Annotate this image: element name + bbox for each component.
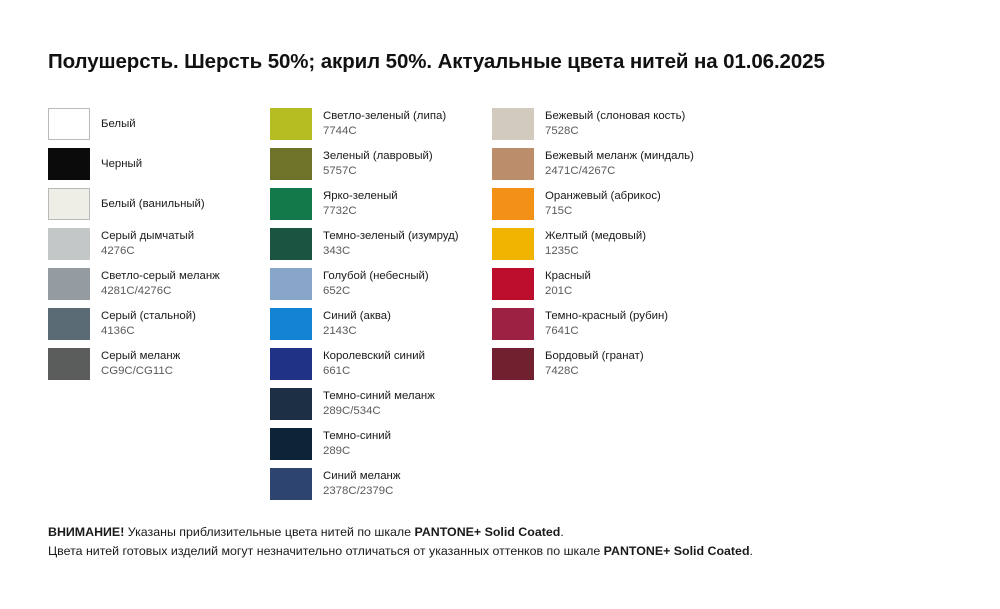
color-swatch-row	[270, 228, 492, 260]
color-swatch-row	[270, 388, 492, 420]
swatch-labels	[312, 228, 459, 260]
color-swatch	[492, 108, 534, 140]
color-swatch-row	[492, 108, 752, 140]
attention-label: ВНИМАНИЕ!	[48, 525, 125, 539]
color-swatch-row	[492, 228, 752, 260]
swatch-labels	[312, 188, 398, 220]
swatch-name: Черный	[101, 157, 143, 170]
color-swatch-row	[270, 148, 492, 180]
swatch-column-3	[492, 108, 752, 508]
color-swatch-row	[270, 188, 492, 220]
swatch-labels	[534, 268, 591, 300]
swatch-labels	[534, 228, 646, 260]
swatch-name: Бордовый (гранат)	[545, 350, 644, 363]
footer-line-2-end: .	[749, 544, 753, 559]
color-swatch-row	[48, 108, 270, 140]
swatch-labels	[312, 268, 429, 300]
swatch-name: Желтый (медовый)	[545, 230, 646, 243]
color-swatch	[492, 188, 534, 220]
color-swatch-row	[48, 268, 270, 300]
swatch-labels	[534, 148, 694, 180]
color-swatch	[270, 188, 312, 220]
swatch-name: Ярко-зеленый	[323, 190, 398, 203]
color-swatch-row	[492, 308, 752, 340]
swatch-pantone-code: 2378C/2379C	[323, 485, 394, 497]
swatch-labels	[312, 148, 433, 180]
swatch-labels	[312, 108, 446, 140]
swatch-pantone-code: 201C	[545, 285, 573, 297]
swatch-pantone-code: 4136C	[101, 325, 135, 337]
color-swatch	[270, 388, 312, 420]
color-swatch	[270, 428, 312, 460]
swatch-name: Светло-зеленый (липа)	[323, 110, 447, 123]
pantone-scale-name-2: PANTONE+ Solid Coated	[603, 544, 750, 559]
color-swatch	[270, 148, 312, 180]
color-swatch-row	[492, 268, 752, 300]
swatch-pantone-code: 289C	[323, 445, 351, 457]
color-swatch	[492, 148, 534, 180]
color-swatch-row	[270, 348, 492, 380]
pantone-scale-name-1: PANTONE+ Solid Coated	[414, 525, 561, 539]
swatch-pantone-code: 1235C	[545, 245, 579, 257]
swatch-name: Темно-синий	[323, 430, 391, 443]
color-swatch-row	[270, 108, 492, 140]
color-swatch-row	[48, 348, 270, 380]
footer-line-2	[48, 542, 952, 561]
swatch-pantone-code: 715C	[545, 205, 573, 217]
swatch-labels	[312, 388, 435, 420]
swatch-labels	[534, 308, 668, 340]
swatch-name: Голубой (небесный)	[323, 270, 429, 283]
color-swatch-row	[48, 228, 270, 260]
swatch-pantone-code: 4281C/4276C	[101, 285, 172, 297]
swatch-name: Темно-зеленый (изумруд)	[323, 230, 459, 243]
footer-line-1-text: Указаны приблизительные цвета нитей по шкале	[124, 525, 415, 539]
swatch-name: Королевский синий	[323, 350, 425, 363]
color-swatch	[270, 468, 312, 500]
swatch-labels	[312, 468, 400, 500]
swatch-pantone-code: 343C	[323, 245, 351, 257]
swatch-pantone-code: 7428C	[545, 365, 579, 377]
swatch-name: Бежевый меланж (миндаль)	[545, 150, 694, 163]
color-swatch	[48, 228, 90, 260]
swatch-labels	[90, 108, 136, 140]
swatch-columns	[48, 108, 952, 508]
color-swatch	[492, 348, 534, 380]
swatch-pantone-code: 7528C	[545, 125, 579, 137]
swatch-labels	[312, 428, 391, 460]
page-title: Полушерсть. Шерсть 50%; акрил 50%. Актуальные цвета нитей на 01.06.2025	[48, 50, 825, 73]
swatch-name: Серый дымчатый	[101, 230, 195, 243]
swatch-column-1	[48, 108, 270, 508]
color-swatch	[492, 308, 534, 340]
swatch-pantone-code: 7732C	[323, 205, 357, 217]
color-swatch	[270, 308, 312, 340]
swatch-labels	[90, 308, 196, 340]
swatch-name: Синий (аква)	[323, 310, 391, 323]
swatch-name: Красный	[545, 270, 591, 283]
color-swatch	[48, 308, 90, 340]
color-swatch-row	[48, 148, 270, 180]
color-swatch-row	[270, 268, 492, 300]
color-swatch-row	[270, 428, 492, 460]
swatch-labels	[90, 228, 194, 260]
swatch-pantone-code: 5757C	[323, 165, 357, 177]
swatch-column-2	[270, 108, 492, 508]
swatch-pantone-code: 4276C	[101, 245, 135, 257]
swatch-labels	[534, 348, 644, 380]
swatch-pantone-code: 7641C	[545, 325, 579, 337]
swatch-name: Бежевый (слоновая кость)	[545, 110, 686, 123]
color-swatch	[48, 268, 90, 300]
swatch-labels	[90, 348, 180, 380]
color-swatch	[270, 108, 312, 140]
color-swatch-row	[492, 348, 752, 380]
swatch-labels	[90, 148, 142, 180]
color-swatch	[270, 268, 312, 300]
swatch-name: Оранжевый (абрикос)	[545, 190, 661, 203]
color-swatch-row	[492, 148, 752, 180]
swatch-name: Белый	[101, 117, 136, 130]
color-swatch	[48, 188, 90, 220]
swatch-name: Темно-синий меланж	[323, 390, 435, 403]
swatch-pantone-code: 289C/534C	[323, 405, 381, 417]
color-swatch	[492, 228, 534, 260]
swatch-pantone-code: 2143C	[323, 325, 357, 337]
swatch-name: Синий меланж	[323, 470, 401, 483]
color-swatch	[48, 148, 90, 180]
footer-line-2-text: Цвета нитей готовых изделий могут незначительно отличаться от указанных оттенков по шкале	[48, 544, 604, 559]
color-swatch	[48, 108, 90, 140]
swatch-name: Серый меланж	[101, 350, 181, 363]
color-swatch-row	[48, 308, 270, 340]
swatch-name: Зеленый (лавровый)	[323, 150, 433, 163]
color-swatch	[270, 228, 312, 260]
swatch-name: Темно-красный (рубин)	[545, 310, 669, 323]
swatch-labels	[90, 268, 220, 300]
swatch-labels	[312, 308, 391, 340]
color-swatch-row	[48, 188, 270, 220]
color-swatch	[492, 268, 534, 300]
swatch-pantone-code: 2471C/4267C	[545, 165, 616, 177]
swatch-pantone-code: 661C	[323, 365, 351, 377]
swatch-name: Белый (ванильный)	[101, 197, 205, 210]
color-swatch-row	[492, 188, 752, 220]
swatch-labels	[534, 188, 661, 220]
color-swatch-row	[270, 308, 492, 340]
swatch-pantone-code: CG9C/CG11C	[101, 365, 173, 377]
footer-note	[48, 523, 952, 561]
color-swatch	[270, 348, 312, 380]
color-swatch-row	[270, 468, 492, 500]
color-swatch	[48, 348, 90, 380]
swatch-name: Светло-серый меланж	[101, 270, 220, 283]
swatch-pantone-code: 7744C	[323, 125, 357, 137]
swatch-name: Серый (стальной)	[101, 310, 196, 323]
swatch-labels	[90, 188, 205, 220]
footer-line-1-end: .	[560, 525, 564, 539]
swatch-labels	[534, 108, 685, 140]
swatch-labels	[312, 348, 425, 380]
footer-line-1	[48, 523, 952, 542]
swatch-pantone-code: 652C	[323, 285, 351, 297]
